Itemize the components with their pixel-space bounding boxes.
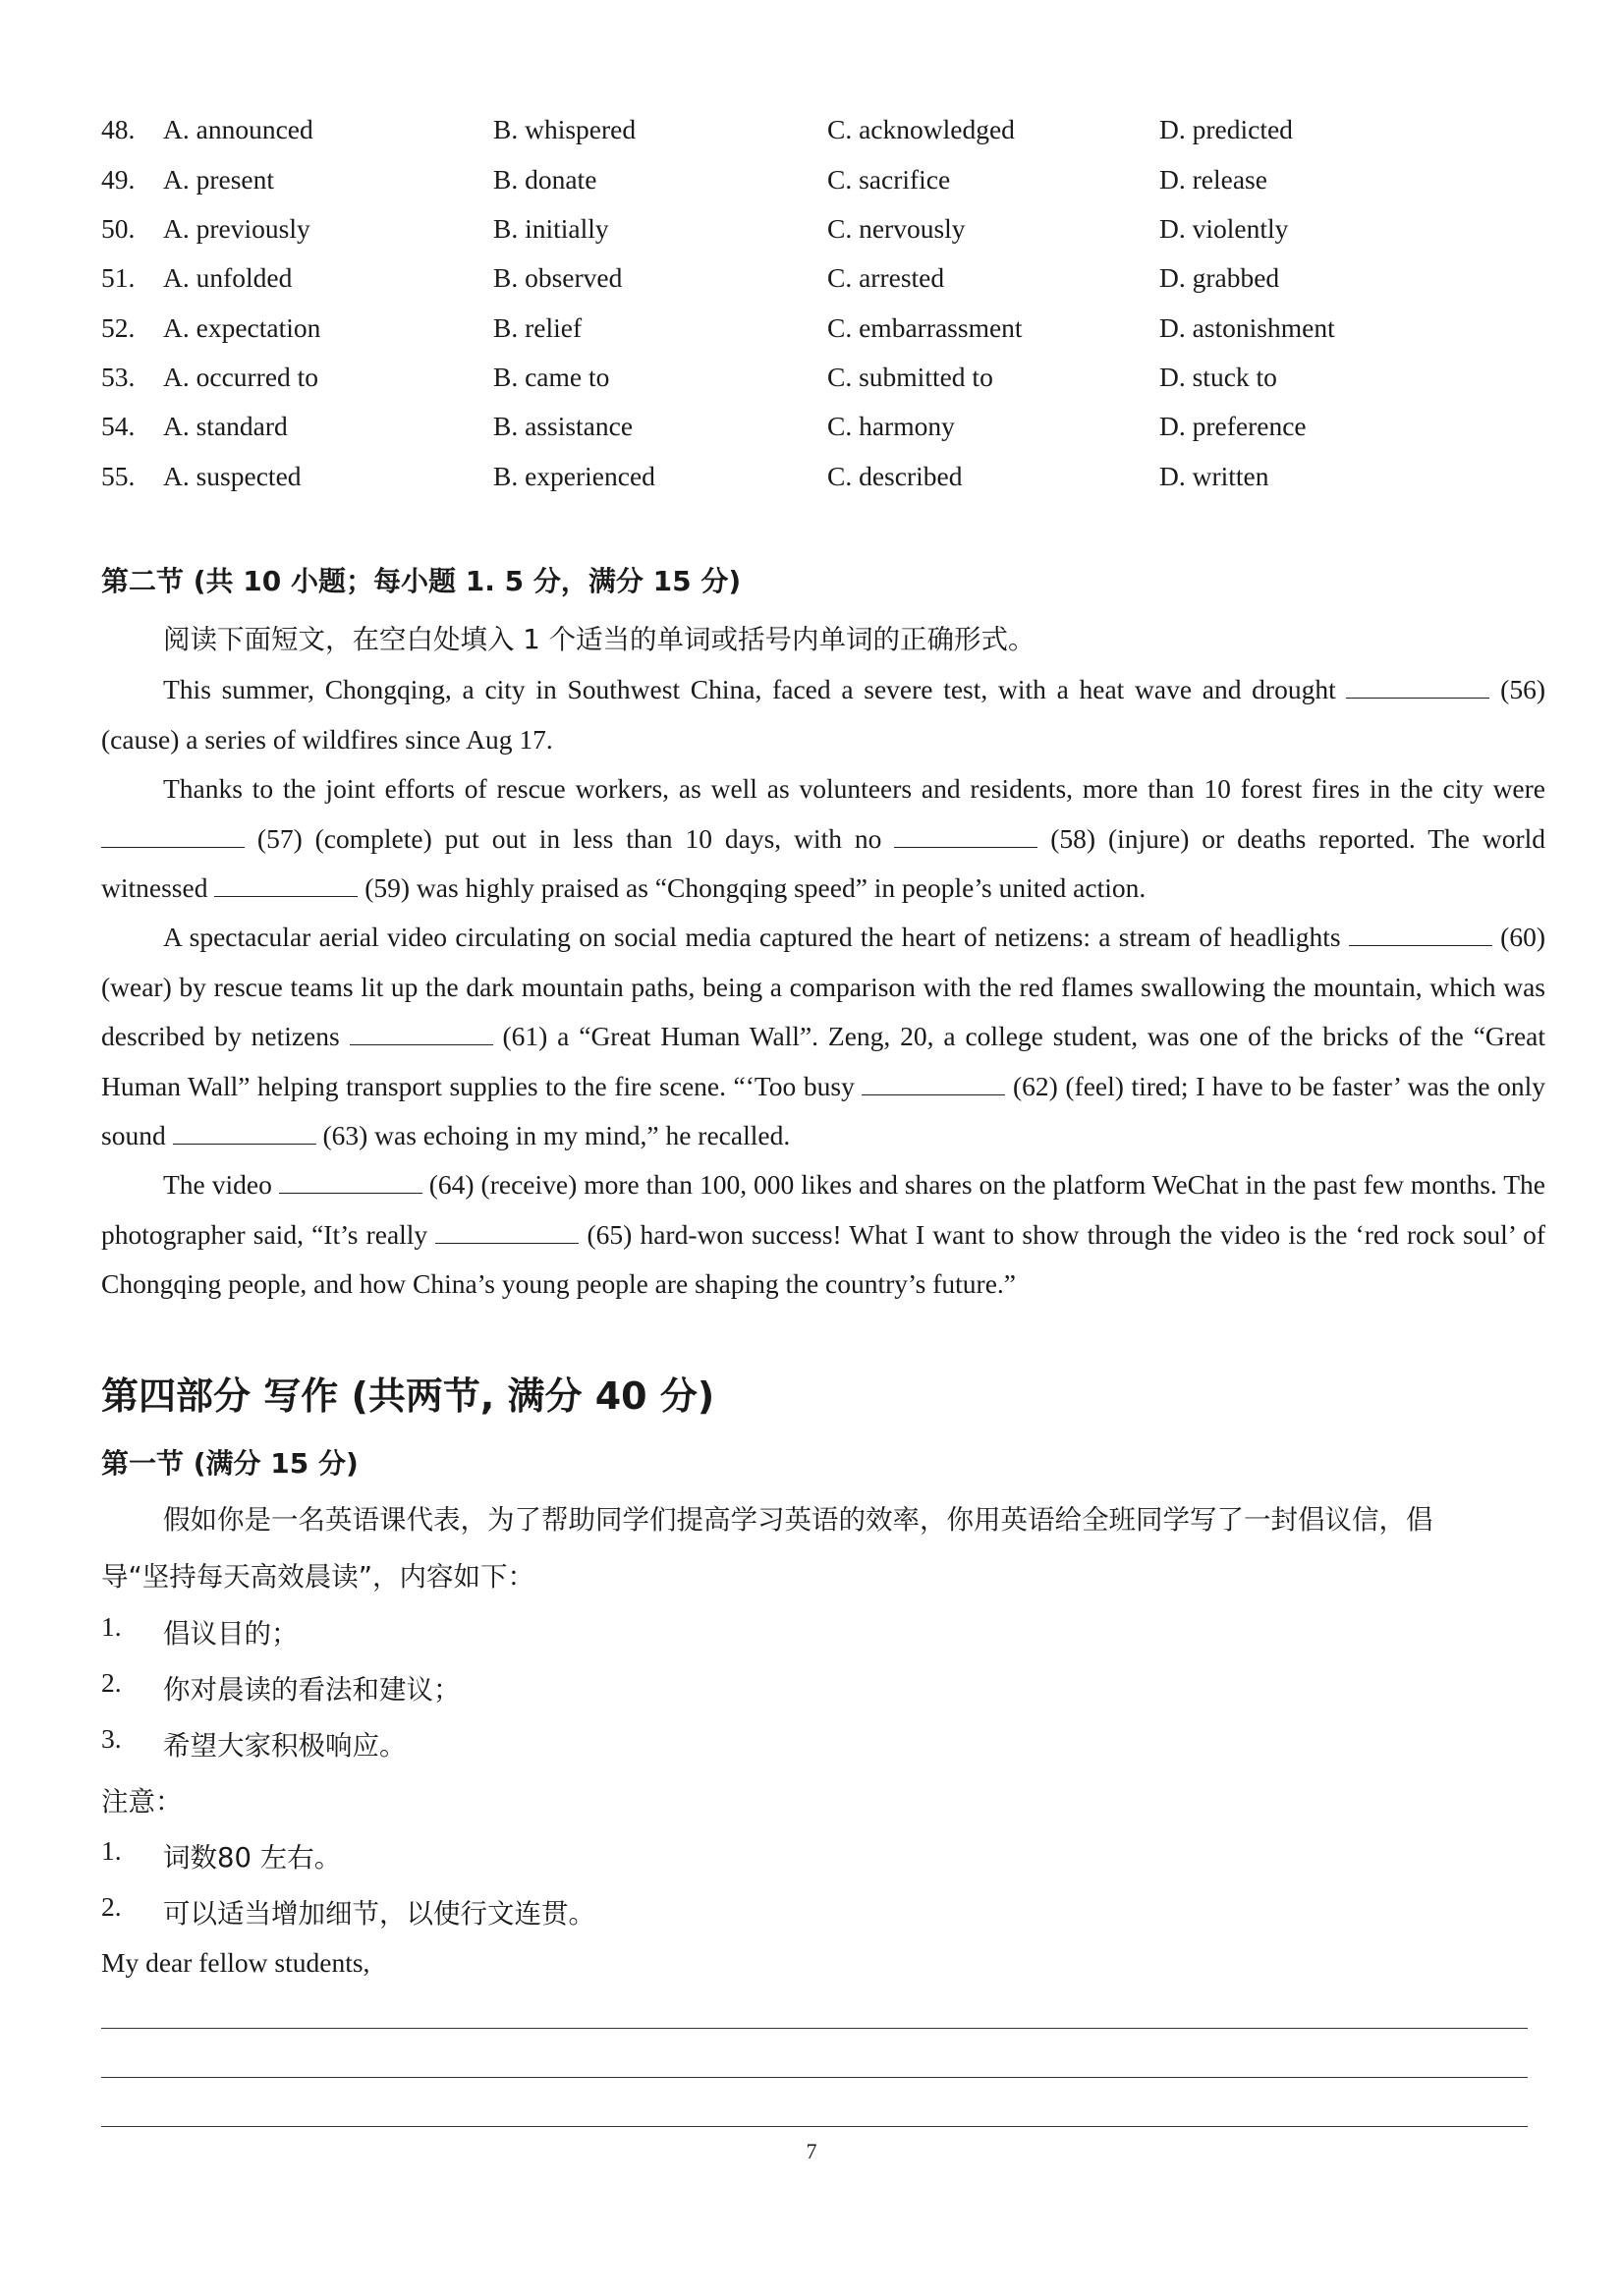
option-a: A. expectation [163, 312, 321, 343]
question-number: 50. [101, 213, 136, 244]
passage-text: (61) a “Great Human Wall”. Zeng, 20, a college student, was one of the bricks of the “Great Human Wall” helping transport supplies to the fire scene. “‘Too busy [101, 1021, 1546, 1101]
passage-text: (63) was echoing in my mind,” he recalled. [322, 1120, 791, 1150]
prompt-item-text: 你对晨读的看法和建议； [163, 1674, 461, 1706]
passage-paragraph-3 [101, 913, 1545, 1161]
option-row [0, 407, 1623, 446]
passage-text: A spectacular aerial video circulating on social media captured the heart of netizens: a stream of headlights [163, 922, 1341, 952]
answer-blank-63[interactable] [173, 1122, 316, 1145]
note-number: 1. [101, 1835, 122, 1866]
answer-blank-59[interactable] [214, 874, 358, 897]
prompt-item-number: 1. [101, 1611, 122, 1642]
option-row [0, 110, 1623, 149]
answer-blank-57[interactable] [101, 825, 245, 848]
note-number: 2. [101, 1891, 122, 1922]
option-d: D. release [1159, 164, 1267, 195]
prompt-item-text: 倡议目的； [163, 1618, 299, 1650]
option-c: C. submitted to [827, 362, 993, 392]
option-a: A. unfolded [163, 262, 293, 293]
option-a: A. suspected [163, 461, 302, 491]
note-text: 词数80 左右。 [163, 1842, 342, 1874]
option-a: A. standard [163, 411, 288, 441]
option-c: C. nervously [827, 213, 966, 244]
option-d: D. astonishment [1159, 312, 1335, 343]
passage-text: (60) (wear) by rescue teams lit up the dark mountain paths, being a comparison with the red flames swallowing the mountain, which was described by netizens [101, 922, 1545, 1051]
option-b: B. observed [493, 262, 623, 293]
page-number: 7 [806, 2139, 817, 2163]
option-b: B. donate [493, 164, 597, 195]
writing-line[interactable] [101, 2077, 1528, 2078]
option-row [0, 160, 1623, 199]
part4-section1-heading: 第一节 (满分 15 分) [101, 1447, 359, 1480]
option-a: A. occurred to [163, 362, 319, 392]
option-d: D. stuck to [1159, 362, 1277, 392]
writing-prompt-line-1: 假如你是一名英语课代表，为了帮助同学们提高学习英语的效率，你用英语给全班同学写了一封倡议信，倡 [163, 1504, 1433, 1536]
passage-paragraph-1 [101, 665, 1545, 764]
part4-heading: 第四部分 写作 (共两节, 满分 40 分) [101, 1374, 715, 1418]
note-text: 可以适当增加细节，以使行文连贯。 [163, 1898, 595, 1930]
question-number: 52. [101, 312, 136, 343]
prompt-item-number: 3. [101, 1723, 122, 1754]
letter-salutation: My dear fellow students, [101, 1947, 370, 1978]
writing-prompt-line-2: 导“坚持每天高效晨读”，内容如下： [101, 1561, 534, 1593]
option-row [0, 358, 1623, 397]
option-d: D. violently [1159, 213, 1289, 244]
prompt-item-number: 2. [101, 1667, 122, 1698]
option-b: B. initially [493, 213, 609, 244]
passage-paragraph-4 [101, 1160, 1545, 1310]
answer-blank-64[interactable] [279, 1171, 422, 1194]
passage-text: (64) (receive) more than 100, 000 likes and shares on the platform WeChat in the past few months. The photographer said, “It’s really [101, 1169, 1546, 1250]
option-c: C. sacrifice [827, 164, 951, 195]
option-d: D. grabbed [1159, 262, 1280, 293]
question-number: 51. [101, 262, 136, 293]
option-a: A. announced [163, 114, 313, 144]
passage-text: (65) hard-won success! What I want to show through the video is the ‘red rock soul’ of Chongqing people, and how China’s young people are shaping the country’s future.” [101, 1218, 1545, 1299]
option-c: C. arrested [827, 262, 945, 293]
option-b: B. came to [493, 362, 610, 392]
option-b: B. experienced [493, 461, 655, 491]
question-number: 49. [101, 164, 136, 195]
option-row [0, 457, 1623, 496]
option-c: C. harmony [827, 411, 955, 441]
passage-text: The video [163, 1169, 272, 1200]
passage-text: Thanks to the joint efforts of rescue workers, as well as volunteers and residents, more than 10 forest fires in the city were [163, 773, 1545, 804]
option-b: B. whispered [493, 114, 637, 144]
passage-text: (62) (feel) tired; I have to be faster’ was the only sound [101, 1070, 1545, 1150]
option-a: A. previously [163, 213, 310, 244]
option-row [0, 258, 1623, 298]
option-c: C. described [827, 461, 963, 491]
passage-text: (59) was highly praised as “Chongqing speed” in people’s united action. [364, 872, 1147, 903]
question-number: 55. [101, 461, 136, 491]
option-b: B. relief [493, 312, 583, 343]
passage-paragraph-2 [101, 764, 1545, 914]
question-number: 54. [101, 411, 136, 441]
option-d: D. preference [1159, 411, 1307, 441]
option-row [0, 209, 1623, 249]
writing-line[interactable] [101, 2126, 1528, 2127]
question-number: 48. [101, 114, 136, 144]
writing-line[interactable] [101, 2028, 1528, 2029]
answer-blank-56[interactable] [1346, 676, 1489, 699]
option-row [0, 308, 1623, 348]
passage-text: (56) (cause) a series of wildfires since Aug 17. [101, 674, 1545, 755]
answer-blank-61[interactable] [350, 1023, 493, 1045]
answer-blank-60[interactable] [1349, 924, 1492, 946]
prompt-item-text: 希望大家积极响应。 [163, 1730, 407, 1762]
option-d: D. written [1159, 461, 1269, 491]
option-a: A. present [163, 164, 275, 195]
question-number: 53. [101, 362, 136, 392]
section2-heading: 第二节 (共 10 小题；每小题 1. 5 分，满分 15 分) [101, 565, 742, 597]
passage-text: (57) (complete) put out in less than 10 days, with no [256, 822, 882, 854]
option-b: B. assistance [493, 411, 634, 441]
option-d: D. predicted [1159, 114, 1293, 144]
option-c: C. embarrassment [827, 312, 1023, 343]
answer-blank-58[interactable] [894, 825, 1037, 848]
section2-instruction: 阅读下面短文，在空白处填入 1 个适当的单词或括号内单词的正确形式。 [163, 624, 1035, 655]
answer-blank-65[interactable] [435, 1221, 579, 1244]
passage-text: (58) (injure) or deaths reported. The world witnessed [101, 822, 1546, 903]
answer-blank-62[interactable] [862, 1073, 1005, 1095]
option-c: C. acknowledged [827, 114, 1015, 144]
passage-text: This summer, Chongqing, a city in Southwest China, faced a severe test, with a heat wave and drought [163, 674, 1336, 704]
notes-label: 注意： [101, 1786, 183, 1818]
